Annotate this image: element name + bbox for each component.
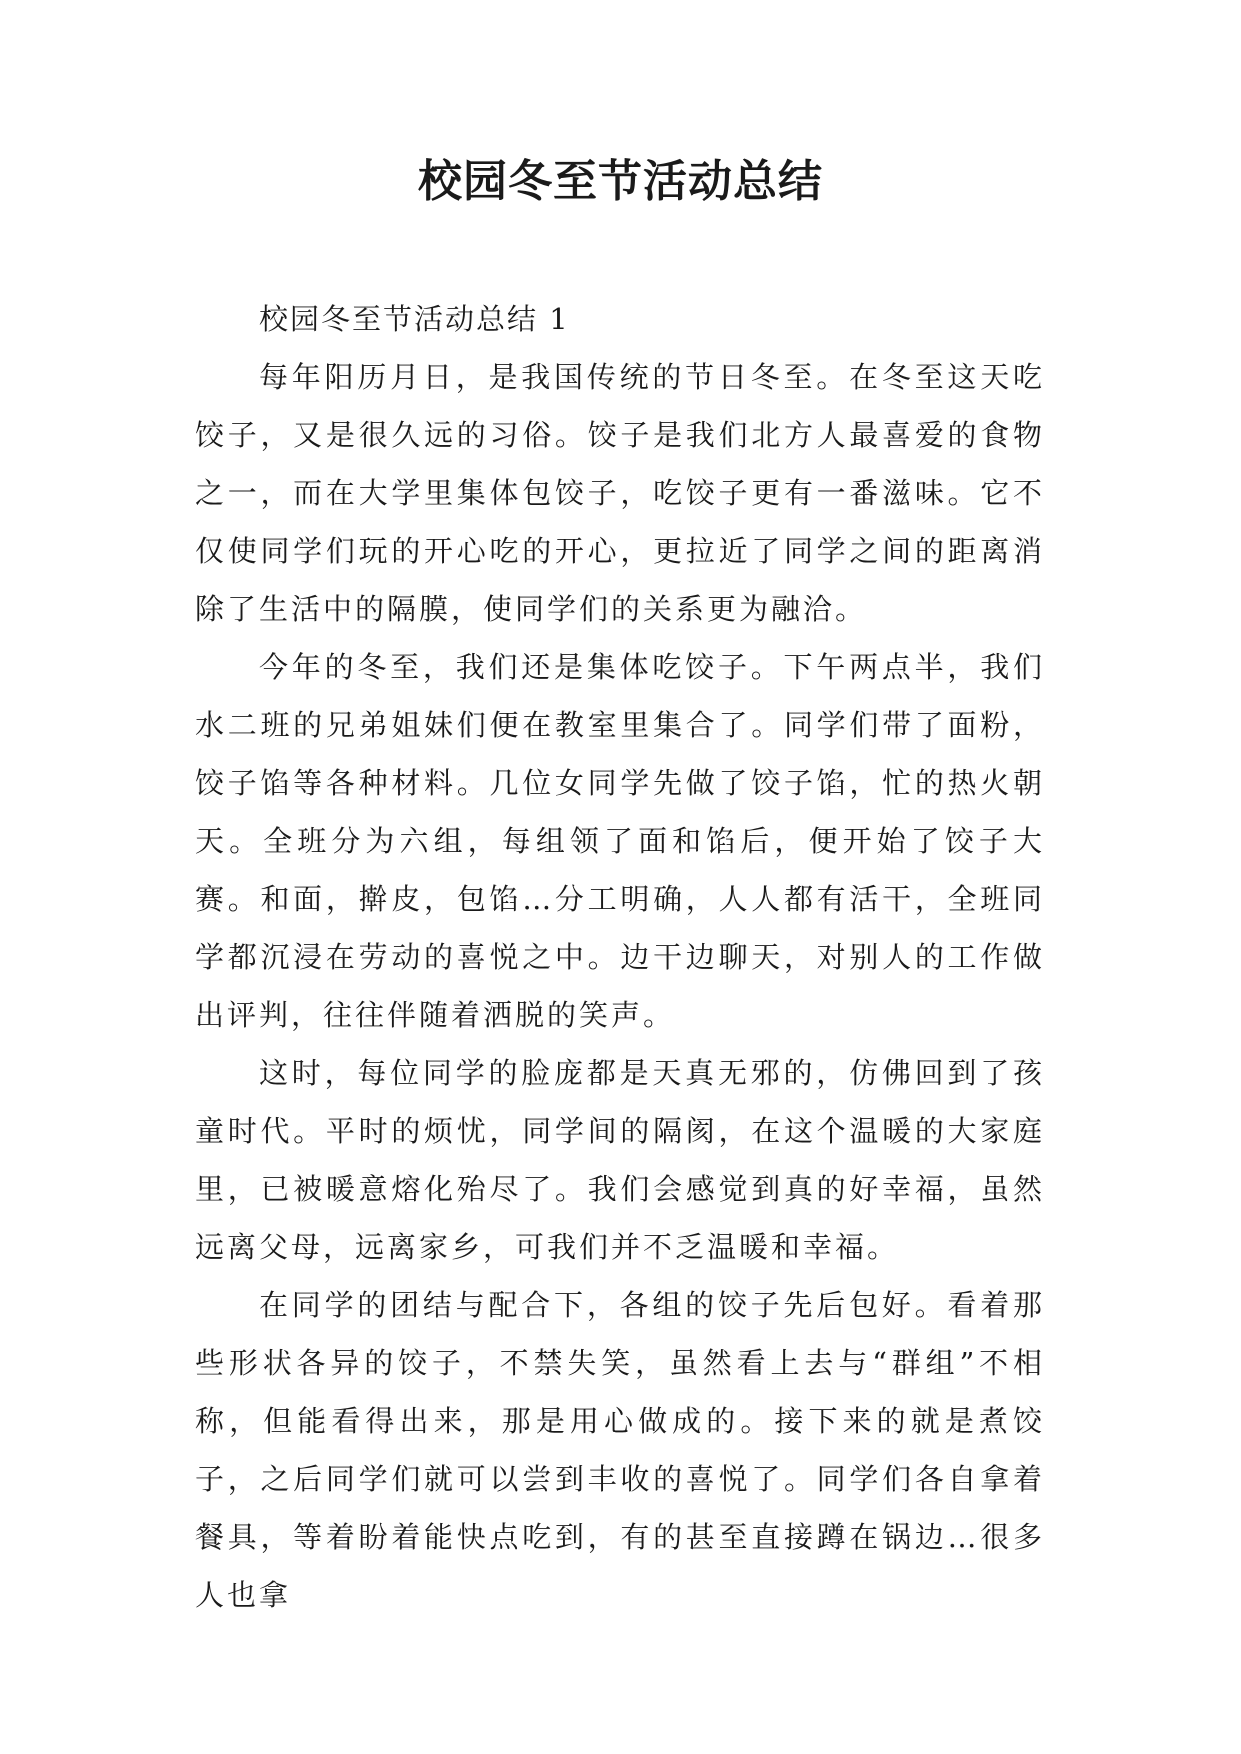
paragraph-2: 今年的冬至，我们还是集体吃饺子。下午两点半，我们水二班的兄弟姐妹们便在教室里集合了。同学们带了面粉，饺子馅等各种材料。几位女同学先做了饺子馅，忙的热火朝天。全班分为六组，每组领了面和馅后，便开始了饺子大赛。和面，擀皮，包馅…分工明确，人人都有活干，全班同学都沉浸在劳动的喜悦之中。边干边聊天，对别人的工作做出评判，往往伴随着洒脱的笑声。 [195,650,1045,1032]
paragraph-4: 在同学的团结与配合下，各组的饺子先后包好。看着那些形状各异的饺子，不禁失笑，虽然看上去与“群组”不相称，但能看得出来，那是用心做成的。接下来的就是煮饺子，之后同学们就可以尝到丰收的喜悦了。同学们各自拿着餐具，等着盼着能快点吃到，有的甚至直接蹲在锅边…很多人也拿 [195,1288,1045,1612]
document-body [195,290,1045,1624]
section-heading: 校园冬至节活动总结 1 [259,302,570,336]
paragraph-3: 这时，每位同学的脸庞都是天真无邪的，仿佛回到了孩童时代。平时的烦忧，同学间的隔阂，在这个温暖的大家庭里，已被暖意熔化殆尽了。我们会感觉到真的好幸福，虽然远离父母，远离家乡，可我们并不乏温暖和幸福。 [195,1056,1045,1264]
paragraph-1: 每年阳历月日，是我国传统的节日冬至。在冬至这天吃饺子，又是很久远的习俗。饺子是我们北方人最喜爱的食物之一，而在大学里集体包饺子，吃饺子更有一番滋味。它不仅使同学们玩的开心吃的开心，更拉近了同学之间的距离消除了生活中的隔膜，使同学们的关系更为融洽。 [195,360,1045,626]
document-title: 校园冬至节活动总结 [418,156,823,207]
